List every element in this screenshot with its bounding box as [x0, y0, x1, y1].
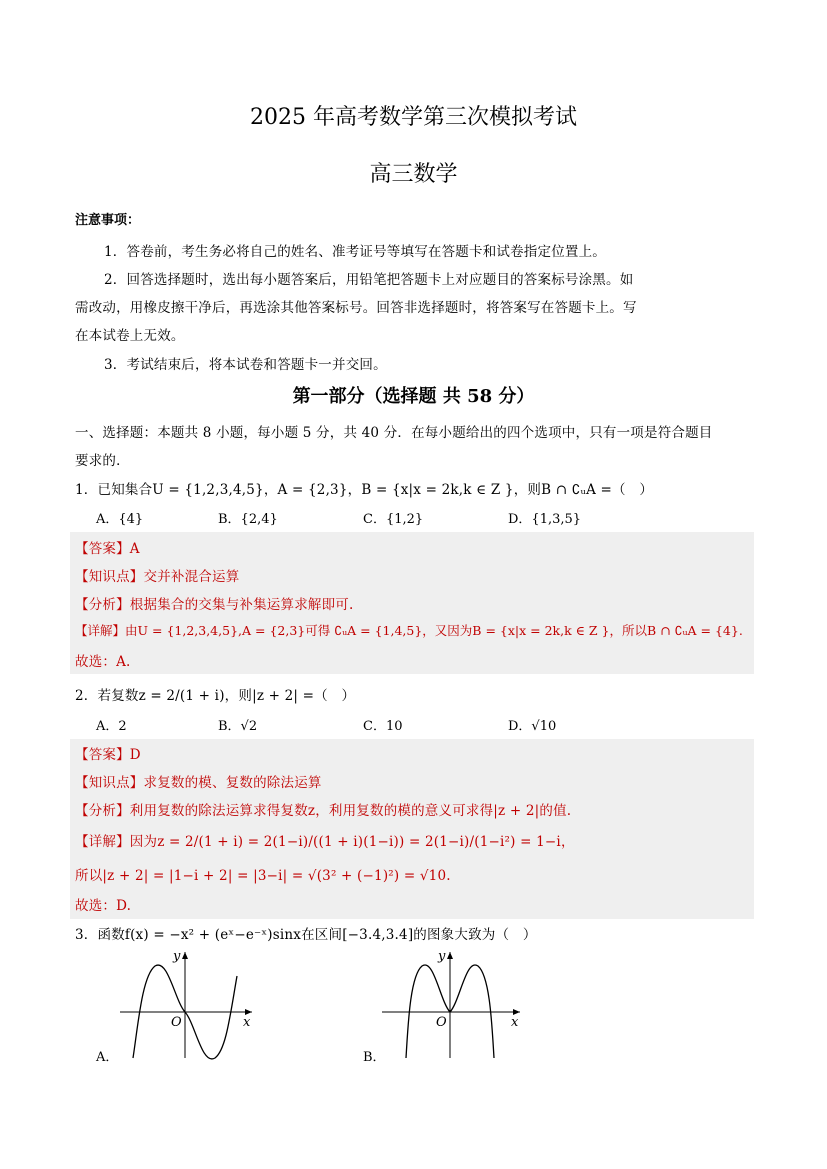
q2-option-b: B．√2: [218, 719, 258, 734]
q3-graph-a-x-label: x: [243, 1015, 251, 1030]
q3-graph-b-y-label: y: [438, 949, 446, 964]
q1-choice: 故选：A.: [75, 654, 131, 670]
q3-option-b: B．: [363, 1050, 386, 1065]
q2-option-d: D．√10: [508, 719, 557, 734]
notice-item-2-line-3: 在本试卷上无效。: [75, 328, 185, 344]
q3-graph-a-y-arrow: [182, 952, 188, 959]
q3-graph-b-x-label: x: [511, 1015, 519, 1030]
q2-detail-line-2: 所以|z + 2| = |1−i + 2| = |3−i| = √(3² + (−1)²) = √10.: [75, 868, 451, 884]
notice-heading: 注意事项：: [75, 213, 141, 228]
q1-detail: 【详解】由U = {1,2,3,4,5},A = {2,3}可得 ∁ᵤA = {1,4,5}，又因为B = {x|x = 2k,k ∈ Z }，所以B ∩ ∁ᵤA = {4}.: [75, 623, 743, 638]
q2-option-c: C．10: [363, 719, 403, 734]
q2-answer: 【答案】D: [75, 747, 141, 763]
q1-option-b: B．{2,4}: [218, 512, 278, 527]
q3-graph-a: [110, 946, 260, 1061]
q2-choice: 故选：D.: [75, 898, 132, 914]
q3-graph-a-origin: O: [171, 1015, 182, 1030]
q2-analysis: 【分析】利用复数的除法运算求得复数z，利用复数的模的意义可求得|z + 2|的值.: [75, 803, 572, 819]
q3-option-a: A．: [96, 1050, 119, 1065]
notice-item-3: 3．考试结束后，将本试卷和答题卡一并交回。: [104, 357, 387, 373]
q1-option-a: A．{4}: [96, 512, 144, 527]
notice-item-1: 1．答卷前，考生务必将自己的姓名、准考证号等填写在答题卡和试卷指定位置上。: [104, 244, 606, 260]
q1-answer: 【答案】A: [75, 541, 140, 557]
q2-detail-line-1: 【详解】因为z = 2/(1 + i) = 2(1−i)/((1 + i)(1−i)) = 2(1−i)/(1−i²) = 1−i，: [75, 834, 575, 850]
page-subtitle: 高三数学: [369, 162, 458, 187]
notice-item-2-line-2: 需改动，用橡皮擦干净后，再选涂其他答案标号。回答非选择题时，将答案写在答题卡上。写: [75, 300, 637, 316]
q3-graph-a-y-label: y: [173, 949, 181, 964]
q3-graph-b-y-arrow: [447, 952, 453, 959]
q1-option-c: C．{1,2}: [363, 512, 424, 527]
part1-heading: 第一部分（选择题 共 58 分）: [292, 386, 535, 407]
q3-stem: 3．函数f(x) = −x² + (eˣ−e⁻ˣ)sinx在区间[−3.4,3.4]的图象大致为（ ）: [75, 927, 537, 943]
q2-stem: 2．若复数z = 2/(1 + i)，则|z + 2| =（ ）: [75, 688, 356, 704]
q2-solution-panel: [70, 739, 754, 919]
q1-option-d: D．{1,3,5}: [508, 512, 582, 527]
q3-graph-b-origin: O: [436, 1015, 447, 1030]
q1-knowledge: 【知识点】交并补混合运算: [75, 569, 240, 585]
page-title: 2025 年高考数学第三次模拟考试: [250, 105, 577, 130]
notice-item-2-line-1: 2．回答选择题时，选出每小题答案后，用铅笔把答题卡上对应题目的答案标号涂黑。如: [104, 272, 634, 288]
q2-knowledge: 【知识点】求复数的模、复数的除法运算: [75, 775, 322, 791]
q2-option-a: A．2: [96, 719, 127, 734]
part1-intro-line-2: 要求的．: [75, 453, 130, 469]
q1-analysis: 【分析】根据集合的交集与补集运算求解即可.: [75, 597, 354, 613]
q3-graph-b: [370, 946, 530, 1061]
part1-intro-line-1: 一、选择题：本题共 8 小题，每小题 5 分，共 40 分．在每小题给出的四个选项中，只有一项是符合题目: [75, 425, 713, 441]
q1-stem: 1．已知集合U = {1,2,3,4,5}，A = {2,3}，B = {x|x = 2k,k ∈ Z }，则B ∩ ∁ᵤA =（ ）: [75, 482, 654, 498]
